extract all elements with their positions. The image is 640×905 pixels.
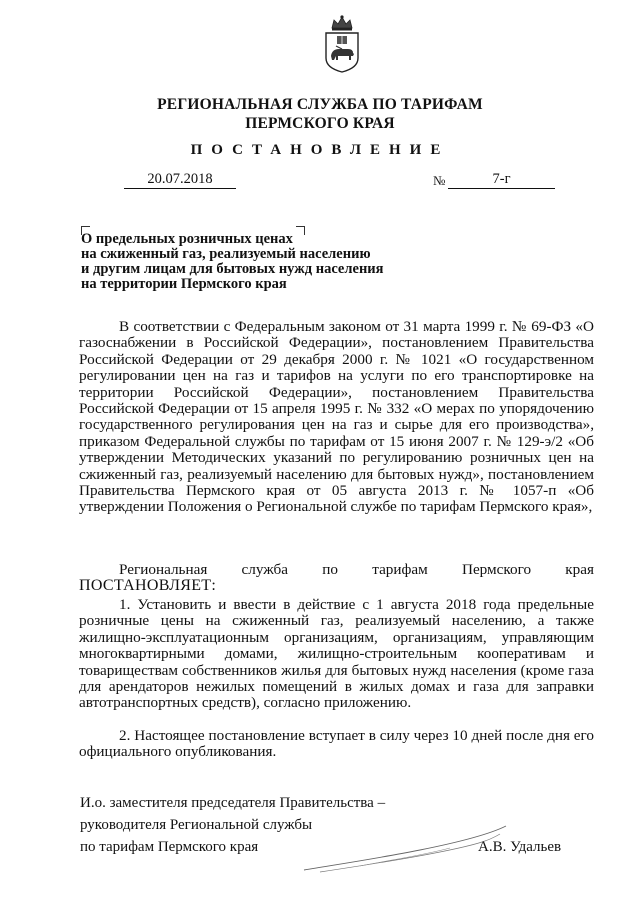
resolution-keyword: ПОСТАНОВЛЯЕТ: (79, 577, 217, 594)
clause-1-paragraph: 1. Установить и ввести в действие с 1 августа 2018 года предельные розничные цены на сжиженный газ, реализуемый населению, а также жилищно-эксплуатационным организациям, организациям, управляющим многоквартирными домами, жилищно-строительным кооперативам и товариществам собственников жилья для бытовых нужд населения (кроме газа для арендаторов нежилых помещений в жилых домах и газа для заправки автотранспортных средств), согласно приложению. (79, 596, 594, 712)
subject-line: на территории Пермского края (81, 276, 287, 292)
coat-of-arms-icon (322, 14, 362, 74)
signatory-position-line3: по тарифам Пермского края (80, 839, 259, 855)
org-title-line2: ПЕРМСКОГО КРАЯ (245, 115, 395, 132)
subject-line: на сжиженный газ, реализуемый населению (81, 246, 371, 262)
signatory-position-line2: руководителя Региональной службы (80, 817, 313, 833)
subject-line: и другим лицам для бытовых нужд населения (81, 261, 384, 277)
document-number-label: № (433, 173, 446, 188)
subject-line: О предельных розничных ценах (81, 231, 293, 247)
clause-2-paragraph: 2. Настоящее постановление вступает в силу через 10 дней после дня его официального опубликования. (79, 727, 594, 761)
signatory-position-line1: И.о. заместителя председателя Правительства – (80, 795, 386, 811)
document-number: 7-г (448, 171, 555, 189)
preamble-paragraph: В соответствии с Федеральным законом от 31 марта 1999 г. № 69-ФЗ «О газоснабжении в Российской Федерации», постановлением Правительства Российской Федерации от 29 декабря 2000 г. № 1021 «О государственном регулировании цен на газ и тарифов на услуги по его транспортировке на территории Российской Федерации», постановлением Правительства Российской Федерации от 15 апреля 1995 г. № 332 «О мерах по упорядочению государственного регулирования цен на газ и сырье для его производства», приказом Федеральной службы по тарифам от 15 июня 2007 г. № 129-э/2 «Об утверждении Методических указаний по регулированию розничных цен на сжиженный газ, реализуемый населению для бытовых нужд», постановлением Правительства Пермского края от 05 августа 2013 г. № 1057-п «Об утверждении Положения о Региональной службе по тарифам Пермского края», (79, 318, 594, 516)
signatory-name: А.В. Удальев (478, 839, 562, 855)
document-date: 20.07.2018 (124, 171, 236, 189)
org-title-line1: РЕГИОНАЛЬНАЯ СЛУЖБА ПО ТАРИФАМ (157, 96, 483, 113)
document-subject (81, 232, 384, 292)
document-type: ПОСТАНОВЛЕНИЕ (190, 142, 450, 158)
issuing-authority-paragraph: Региональная служба по тарифам Пермского края (119, 561, 594, 578)
